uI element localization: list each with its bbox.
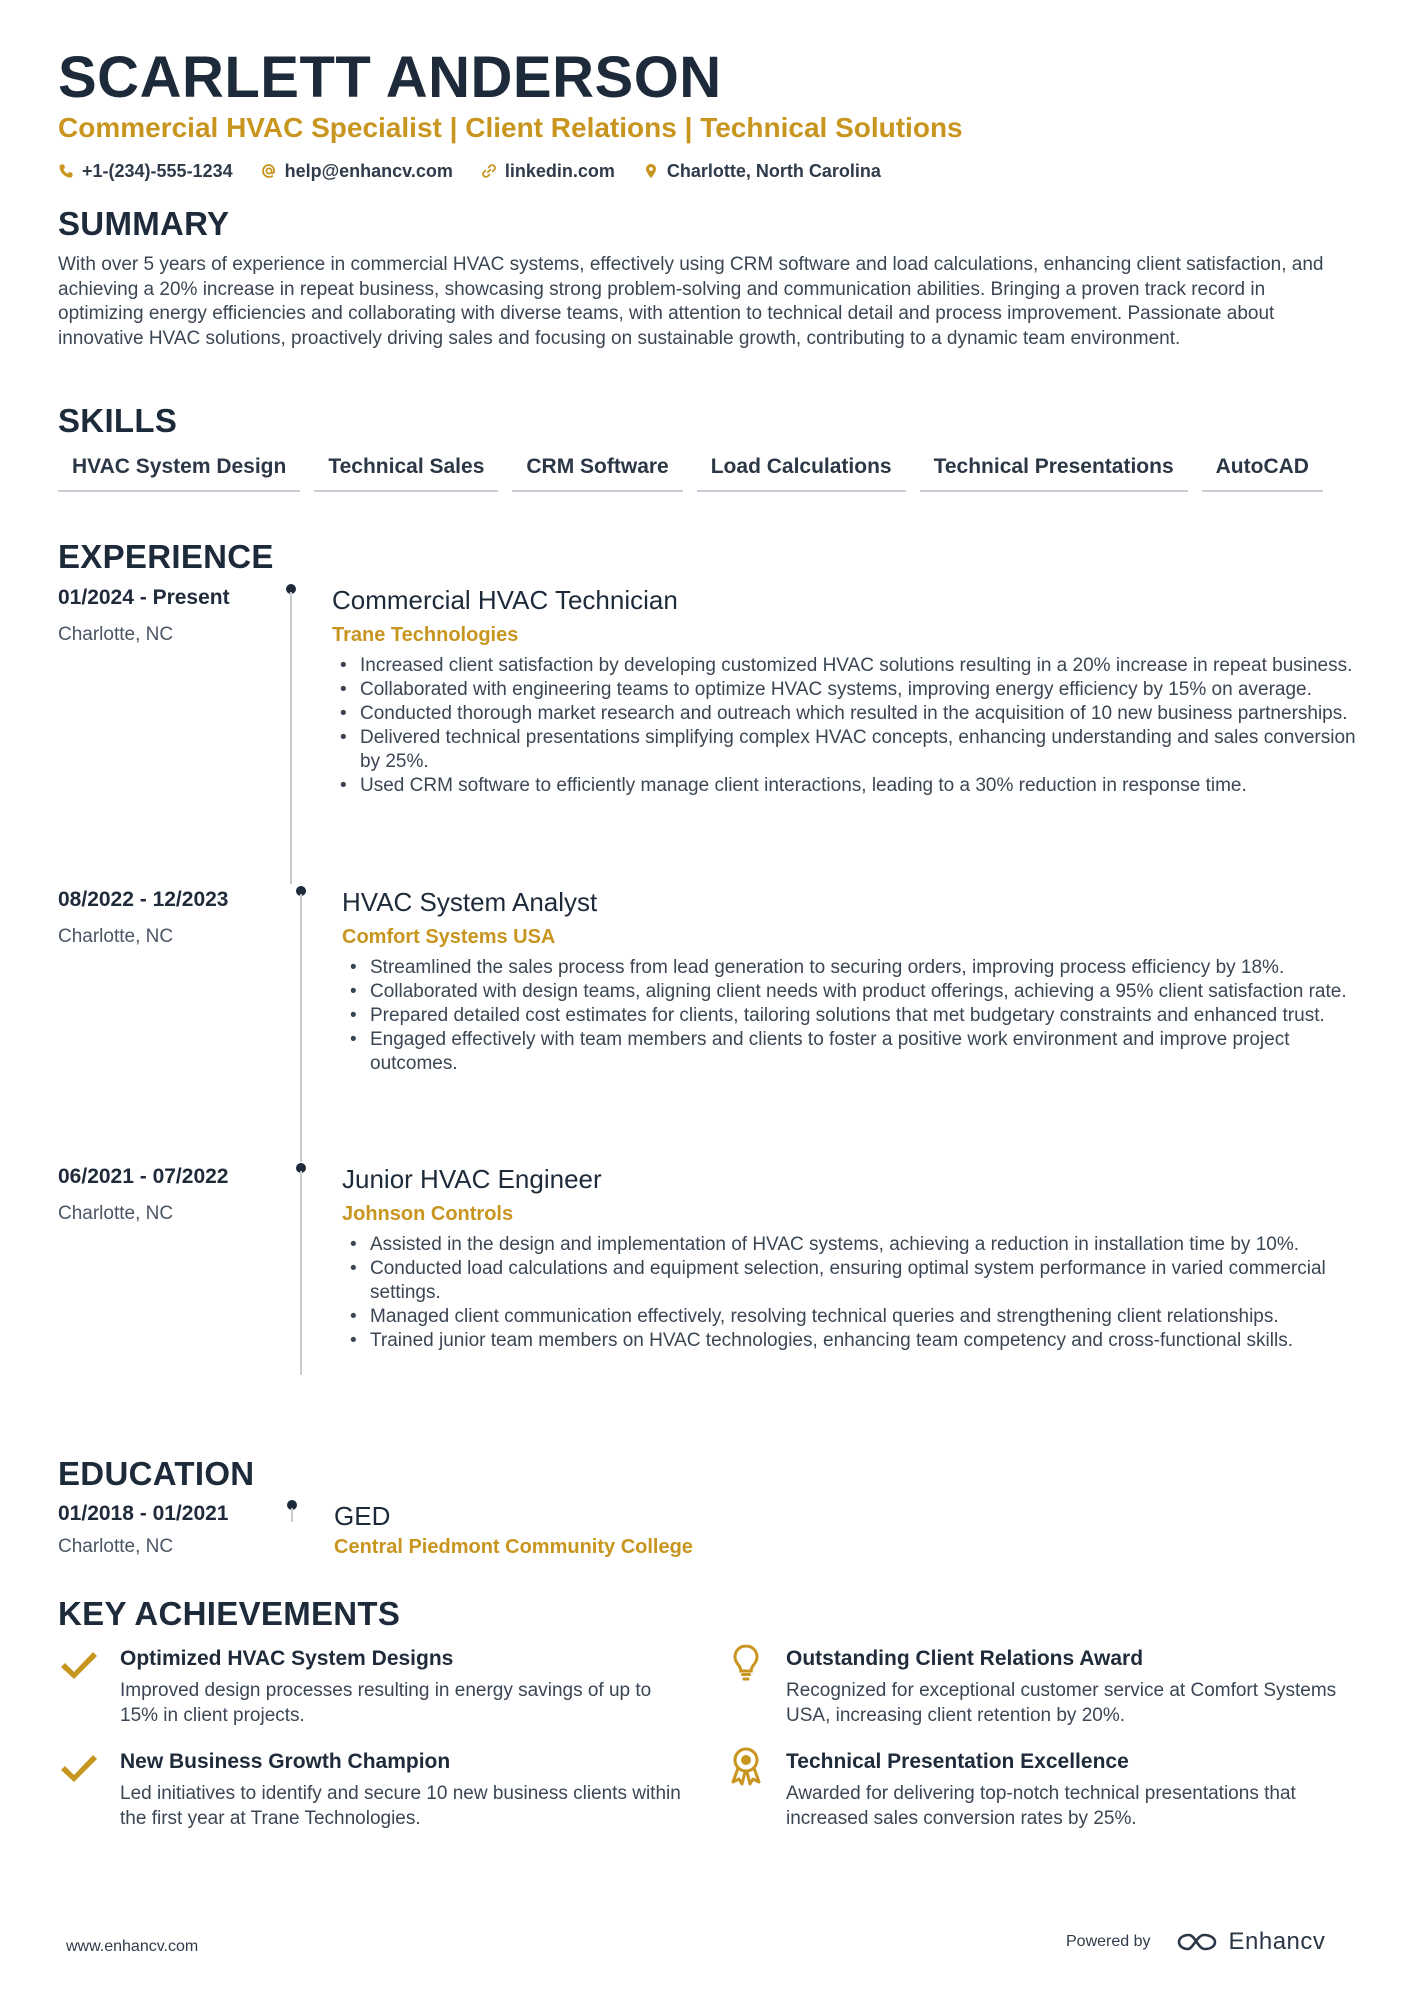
timeline-line: [290, 592, 292, 884]
job-bullet: • Streamlined the sales process from lead generation to securing orders, improving process efficiency by 18%.: [342, 956, 1372, 980]
experience-heading: EXPERIENCE: [58, 538, 274, 575]
location-pin-icon: [643, 163, 659, 179]
enhancv-logo-icon: [1175, 1930, 1219, 1954]
award-ribbon-icon: [726, 1746, 766, 1786]
job-bullet: • Increased client satisfaction by developing customized HVAC solutions resulting in a 20% increase in repeat business.: [332, 654, 1372, 678]
job-location: Charlotte, NC: [58, 624, 174, 645]
skill-tag: CRM Software: [512, 453, 682, 492]
achievement-desc: Awarded for delivering top-notch technical presentations that increased sales conversion rates by 25%.: [786, 1783, 1296, 1829]
contact-email[interactable]: [261, 158, 453, 184]
contact-email-text: help@enhancv.com: [284, 161, 453, 181]
contact-linkedin-text: linkedin.com: [504, 161, 615, 181]
job-bullet: • Conducted load calculations and equipment selection, ensuring optimal system performance in varied commercial settings.: [342, 1257, 1372, 1305]
link-icon: [481, 163, 497, 179]
brand-name: Enhancv: [1228, 1928, 1326, 1955]
candidate-headline: Commercial HVAC Specialist | Client Relations | Technical Solutions: [58, 112, 963, 143]
contact-location-text: Charlotte, North Carolina: [666, 161, 881, 181]
edu-school: Central Piedmont Community College: [334, 1536, 693, 1558]
job-bullets: [332, 654, 1372, 798]
job-bullet: • Collaborated with engineering teams to optimize HVAC systems, improving energy efficiency by 15% on average.: [332, 678, 1372, 702]
education-heading: EDUCATION: [58, 1455, 255, 1492]
job-location: Charlotte, NC: [58, 1203, 174, 1224]
lightbulb-icon: [726, 1643, 766, 1683]
job-dates: 06/2021 - 07/2022: [58, 1165, 229, 1188]
achievement-title: Optimized HVAC System Designs: [120, 1647, 454, 1670]
job-title: Junior HVAC Engineer: [342, 1164, 602, 1194]
skills-list: [58, 453, 1323, 492]
job-title: HVAC System Analyst: [342, 887, 598, 917]
contact-location: [643, 158, 881, 184]
job-bullet: • Used CRM software to efficiently manage client interactions, leading to a 30% reduction in response time.: [332, 774, 1372, 798]
job-bullet: • Prepared detailed cost estimates for clients, tailoring solutions that met budgetary constraints and enhanced trust.: [342, 1004, 1372, 1028]
edu-degree: GED: [334, 1501, 391, 1531]
skill-tag: Technical Presentations: [920, 453, 1188, 492]
phone-icon: [58, 163, 74, 179]
achievement-title: Technical Presentation Excellence: [786, 1750, 1129, 1773]
timeline-line: [291, 1508, 293, 1522]
job-dates: 01/2024 - Present: [58, 586, 230, 609]
achievement-title: Outstanding Client Relations Award: [786, 1647, 1144, 1670]
edu-location: Charlotte, NC: [58, 1536, 174, 1557]
skill-tag: Technical Sales: [314, 453, 498, 492]
achievements-heading: KEY ACHIEVEMENTS: [58, 1595, 401, 1632]
job-bullets: [342, 956, 1372, 1076]
footer-website[interactable]: www.enhancv.com: [66, 1938, 199, 1955]
achievement-title: New Business Growth Champion: [120, 1750, 451, 1773]
experience-entry: [58, 886, 1358, 1146]
job-bullet: • Engaged effectively with team members and clients to foster a positive work environment and improve project outcomes.: [342, 1028, 1372, 1076]
skills-heading: SKILLS: [58, 402, 178, 439]
skill-tag: HVAC System Design: [58, 453, 300, 492]
job-company: Johnson Controls: [342, 1203, 514, 1225]
education-entry: [58, 1500, 1358, 1570]
job-bullet: • Collaborated with design teams, aligning client needs with product offerings, achieving a 95% client satisfaction rate.: [342, 980, 1372, 1004]
job-company: Trane Technologies: [332, 624, 519, 646]
contact-phone-text: +1-(234)-555-1234: [82, 161, 233, 181]
job-bullet: • Managed client communication effectively, resolving technical queries and strengthening client relationships.: [342, 1305, 1372, 1329]
achievement-desc: Led initiatives to identify and secure 10 new business clients within the first year at Trane Technologies.: [120, 1783, 681, 1829]
job-bullet: • Delivered technical presentations simplifying complex HVAC concepts, enhancing understanding and sales conversion by 25%.: [332, 726, 1372, 774]
job-bullet: • Conducted thorough market research and outreach which resulted in the acquisition of 10 new business partnerships.: [332, 702, 1372, 726]
job-bullet: • Assisted in the design and implementation of HVAC systems, achieving a reduction in installation time by 10%.: [342, 1233, 1372, 1257]
contact-phone[interactable]: [58, 158, 233, 184]
job-company: Comfort Systems USA: [342, 926, 556, 948]
skill-tag: AutoCAD: [1202, 453, 1323, 492]
job-bullets: [342, 1233, 1372, 1353]
enhancv-logo[interactable]: [1175, 1928, 1326, 1956]
at-icon: [261, 163, 277, 179]
edu-dates: 01/2018 - 01/2021: [58, 1502, 229, 1525]
powered-by-label: Powered by: [1066, 1933, 1151, 1950]
timeline-line: [300, 1171, 302, 1375]
job-title: Commercial HVAC Technician: [332, 585, 678, 615]
achievement-desc: Recognized for exceptional customer service at Comfort Systems USA, increasing client retention by 20%.: [786, 1680, 1337, 1726]
experience-entry: [58, 1163, 1358, 1423]
contact-linkedin[interactable]: [481, 158, 615, 184]
checkmark-icon: [60, 1746, 100, 1786]
candidate-name: SCARLETT ANDERSON: [58, 45, 722, 110]
experience-entry: [58, 584, 1358, 884]
job-location: Charlotte, NC: [58, 926, 174, 947]
contact-bar: [58, 158, 881, 184]
summary-heading: SUMMARY: [58, 205, 230, 242]
achievement-desc: Improved design processes resulting in energy savings of up to 15% in client projects.: [120, 1680, 652, 1726]
timeline-line: [300, 894, 302, 1162]
skill-tag: Load Calculations: [697, 453, 906, 492]
checkmark-icon: [60, 1643, 100, 1683]
job-dates: 08/2022 - 12/2023: [58, 888, 229, 911]
footer-branding: [1066, 1928, 1325, 1956]
summary-text: With over 5 years of experience in commercial HVAC systems, effectively using CRM software and load calculations, enhancing client satisfaction, and achieving a 20% increase in repeat business, showcasing strong problem-solving and communication abilities. Bringing a proven track record in optimizing energy efficiencies and collaborating with diverse teams, with attention to technical detail and process improvement. Passionate about innovative HVAC solutions, proactively driving sales and focusing on sustainable growth, contributing to a dynamic team environment.: [58, 254, 1324, 349]
job-bullet: • Trained junior team members on HVAC technologies, enhancing team competency and cross-functional skills.: [342, 1329, 1372, 1353]
